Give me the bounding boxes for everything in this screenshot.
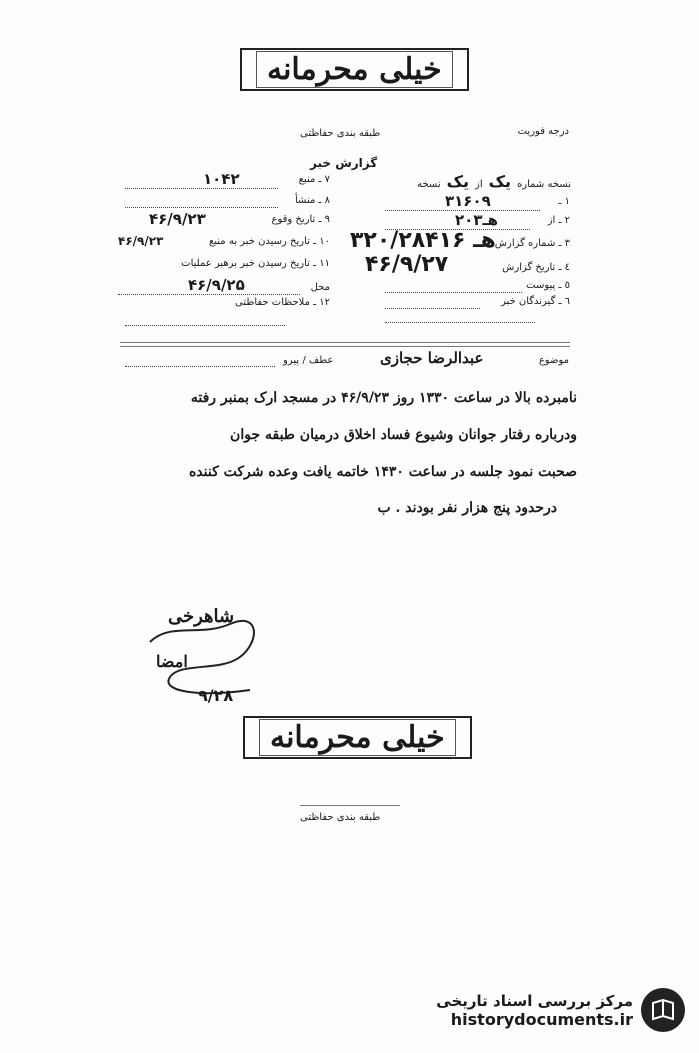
field-9-label: ۹ ـ تاریخ وقوع — [271, 214, 330, 225]
report-title: گزارش خبر — [310, 156, 378, 170]
book-icon — [650, 997, 676, 1023]
watermark-org-name: مرکز بررسی اسناد تاریخی — [436, 991, 633, 1010]
body-line-1: نامبرده بالا در ساعت ۱۳۳۰ روز ۴۶/۹/۲۳ در مسجد ارک بمنبر رفته — [190, 390, 577, 406]
right-field-6 — [385, 296, 570, 314]
field-location-label: محل — [310, 282, 330, 293]
watermark-url: historydocuments.ir — [450, 1009, 633, 1029]
copy-label: نسخه — [417, 179, 441, 190]
field-3-value: ۳۲۰/۲۸۴۱۶ هـ — [350, 228, 496, 253]
classification-label: طبقه بندی حفاظتی — [300, 128, 381, 139]
reference-label: عطف / پیرو — [283, 355, 334, 366]
field-11-label: ۱۱ ـ تاریخ رسیدن خبر برهبر عملیات — [181, 258, 330, 269]
field-5-label: ٥ ـ پیوست — [526, 280, 570, 291]
signature-block — [140, 602, 290, 712]
body-line-2: ودرباره رفتار جوانان وشیوع فساد اخلاق درمیان طبقه جوان — [230, 427, 577, 443]
footer-classification: طبقه بندی حفاظتی — [300, 812, 381, 823]
signature-line1: شاهرخی — [168, 606, 235, 627]
left-field-9 — [125, 211, 330, 229]
field-10-value: ۴۶/۹/۲۳ — [118, 234, 164, 248]
body-line-4: درحدود پنج هزار نفر بودند . ب — [377, 500, 557, 516]
field-7-label: ۷ ـ منبع — [298, 174, 330, 185]
footer-line — [300, 805, 400, 806]
field-4-value: ۴۶/۹/۲۷ — [365, 252, 449, 277]
left-field-12 — [118, 297, 330, 315]
top-stamp-text: خیلی محرمانه — [256, 51, 453, 88]
copy-of-value: یک — [446, 172, 470, 191]
left-field-8 — [125, 193, 330, 211]
field-2-label: ۲ ـ از — [547, 215, 570, 226]
left-field-location — [118, 276, 330, 296]
field-12-label: ۱۲ ـ ملاحظات حفاظتی — [235, 297, 330, 308]
separator-line — [120, 346, 570, 347]
priority-label: درجه فوریت — [517, 126, 569, 137]
bottom-stamp-text: خیلی محرمانه — [259, 719, 456, 756]
right-field-4 — [365, 252, 570, 280]
bottom-confidential-stamp — [243, 716, 472, 759]
subject-label: موضوع — [538, 355, 569, 366]
archive-logo-icon — [641, 988, 685, 1032]
field-3-label: ۳ ـ شماره گزارش — [494, 238, 570, 249]
top-confidential-stamp — [240, 48, 469, 91]
field-9-value: ۴۶/۹/۲۳ — [149, 210, 206, 228]
field-10-label: ۱۰ ـ تاریخ رسیدن خبر به منبع — [208, 236, 330, 247]
field-1-value: ۳۱۶۰۹ — [445, 192, 491, 210]
copy-number-label: نسخه شماره — [517, 179, 571, 190]
field-8-label: ۸ ـ منشأ — [294, 195, 330, 206]
field-4-label: ٤ ـ تاریخ گزارش — [502, 262, 570, 273]
body-line-3: صحبت نمود جلسه در ساعت ۱۴۳۰ خاتمه یافت وعده شرکت کننده — [188, 464, 577, 480]
copy-of-label: از — [475, 179, 483, 190]
signature-date: ۹/۲۸ — [198, 686, 234, 705]
separator-line — [120, 342, 570, 343]
field-2-value: ۲۰هـ۳ — [455, 211, 498, 229]
subject-value: عبدالرضا حجازی — [380, 349, 484, 367]
field-6-label: ٦ ـ گیرندگان خبر — [500, 296, 570, 307]
field-7-value: ۱۰۴۲ — [203, 170, 240, 188]
left-field-10 — [118, 236, 330, 254]
field-location-value: ۴۶/۹/۲۵ — [188, 276, 245, 294]
copy-line — [417, 172, 571, 191]
left-field-11 — [118, 258, 330, 276]
right-field-1 — [385, 194, 570, 212]
copy-number-value: یک — [488, 172, 512, 191]
signature-line2: امضا — [156, 652, 188, 671]
left-field-7 — [125, 172, 330, 190]
field-1-label: ۱ ـ — [558, 196, 570, 207]
watermark — [436, 988, 685, 1032]
